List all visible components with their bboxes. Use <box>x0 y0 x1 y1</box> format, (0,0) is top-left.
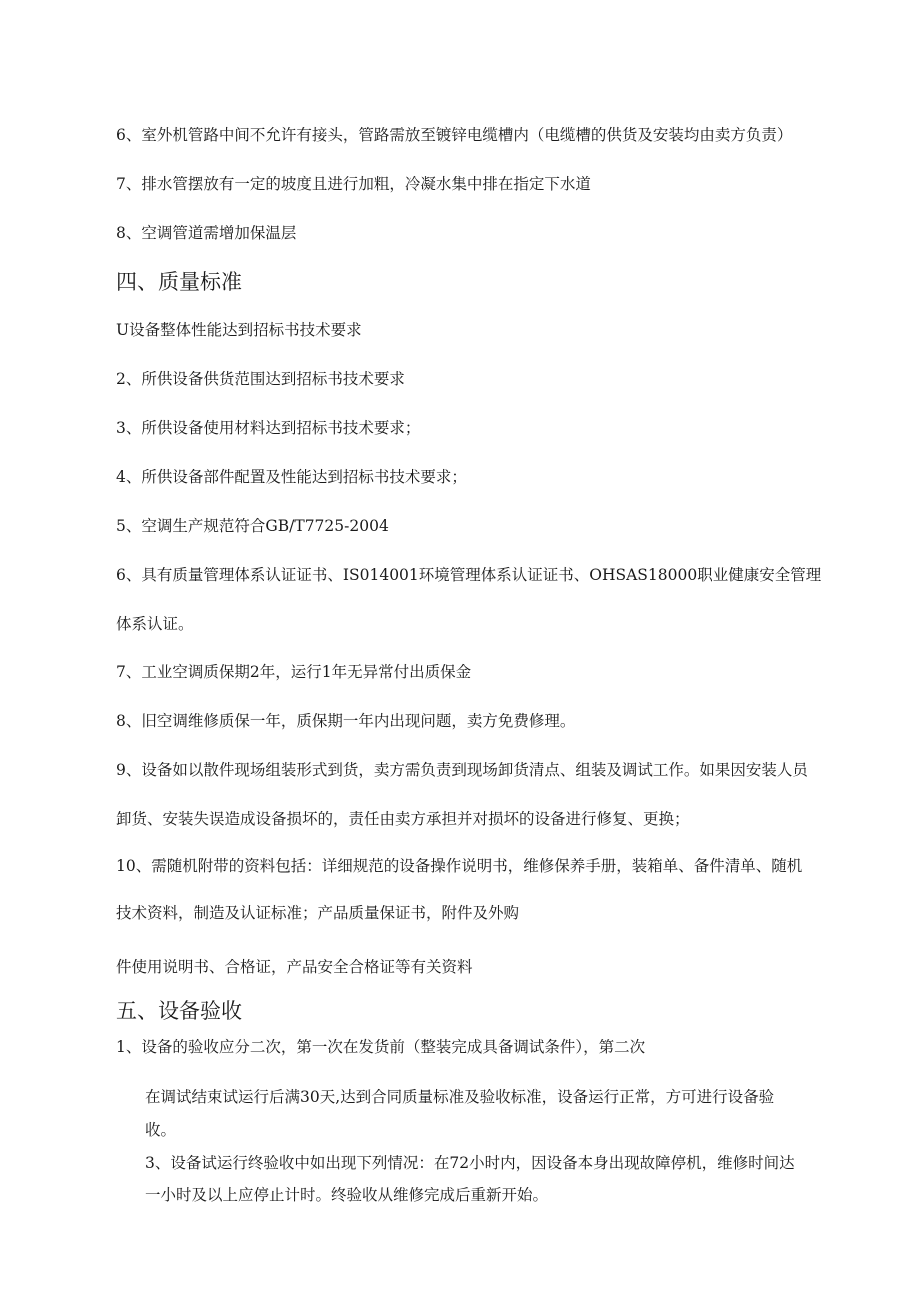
section3-item-8: 8、空调管道需增加保温层 <box>116 224 297 242</box>
section4-line-9-cont: 卸货、安装失误造成设备损坏的，责任由卖方承担并对损坏的设备进行修复、更换； <box>116 810 690 828</box>
section3-item-7: 7、排水管摆放有一定的坡度且进行加粗，冷凝水集中排在指定下水道 <box>116 175 591 193</box>
section4-line-6-cont: 体系认证。 <box>116 615 194 633</box>
section4-line-8: 8、旧空调维修质保一年，质保期一年内出现问题，卖方免费修理。 <box>116 712 576 730</box>
section5-heading: 五、设备验收 <box>116 999 242 1023</box>
section4-line-10-cont: 技术资料，制造及认证标准；产品质量保证书，附件及外购 <box>116 904 520 922</box>
section5-line-3-cont: 一小时及以上应停止计时。终验收从维修完成后重新开始。 <box>145 1186 549 1204</box>
section4-line-4: 4、所供设备部件配置及性能达到招标书技术要求； <box>116 468 467 486</box>
section3-item-6: 6、室外机管路中间不允许有接头，管路需放至镀锌电缆槽内（电缆槽的供货及安装均由卖方负责） <box>116 126 793 144</box>
section4-heading: 四、质量标准 <box>116 270 242 294</box>
section4-line-10: 10、需随机附带的资料包括：详细规范的设备操作说明书，维修保养手册，装箱单、备件清单、随机 <box>116 857 803 875</box>
section4-line-5: 5、空调生产规范符合GB/T7725-2004 <box>116 517 389 535</box>
section4-line-9: 9、设备如以散件现场组装形式到货，卖方需负责到现场卸货清点、组装及调试工作。如果因安装人员 <box>116 761 808 779</box>
section5-line-2: 在调试结束试运行后满30天,达到合同质量标准及验收标准，设备运行正常，方可进行设备验 <box>145 1088 775 1106</box>
section4-line-10-cont2: 件使用说明书、合格证，产品安全合格证等有关资料 <box>116 958 473 976</box>
section4-line-1: U设备整体性能达到招标书技术要求 <box>116 321 362 339</box>
section4-line-6: 6、具有质量管理体系认证证书、IS014001环境管理体系认证证书、OHSAS18000职业健康安全管理 <box>116 566 822 584</box>
section4-line-2: 2、所供设备供货范围达到招标书技术要求 <box>116 370 405 388</box>
section5-line-1: 1、设备的验收应分二次，第一次在发货前（整装完成具备调试条件），第二次 <box>116 1038 646 1056</box>
section5-line-2-cont: 收。 <box>145 1121 177 1139</box>
section4-line-3: 3、所供设备使用材料达到招标书技术要求； <box>116 419 421 437</box>
section5-line-3: 3、设备试运行终验收中如出现下列情况：在72小时内，因设备本身出现故障停机，维修时间达 <box>145 1154 795 1172</box>
section4-line-7: 7、工业空调质保期2年，运行1年无异常付出质保金 <box>116 663 472 681</box>
